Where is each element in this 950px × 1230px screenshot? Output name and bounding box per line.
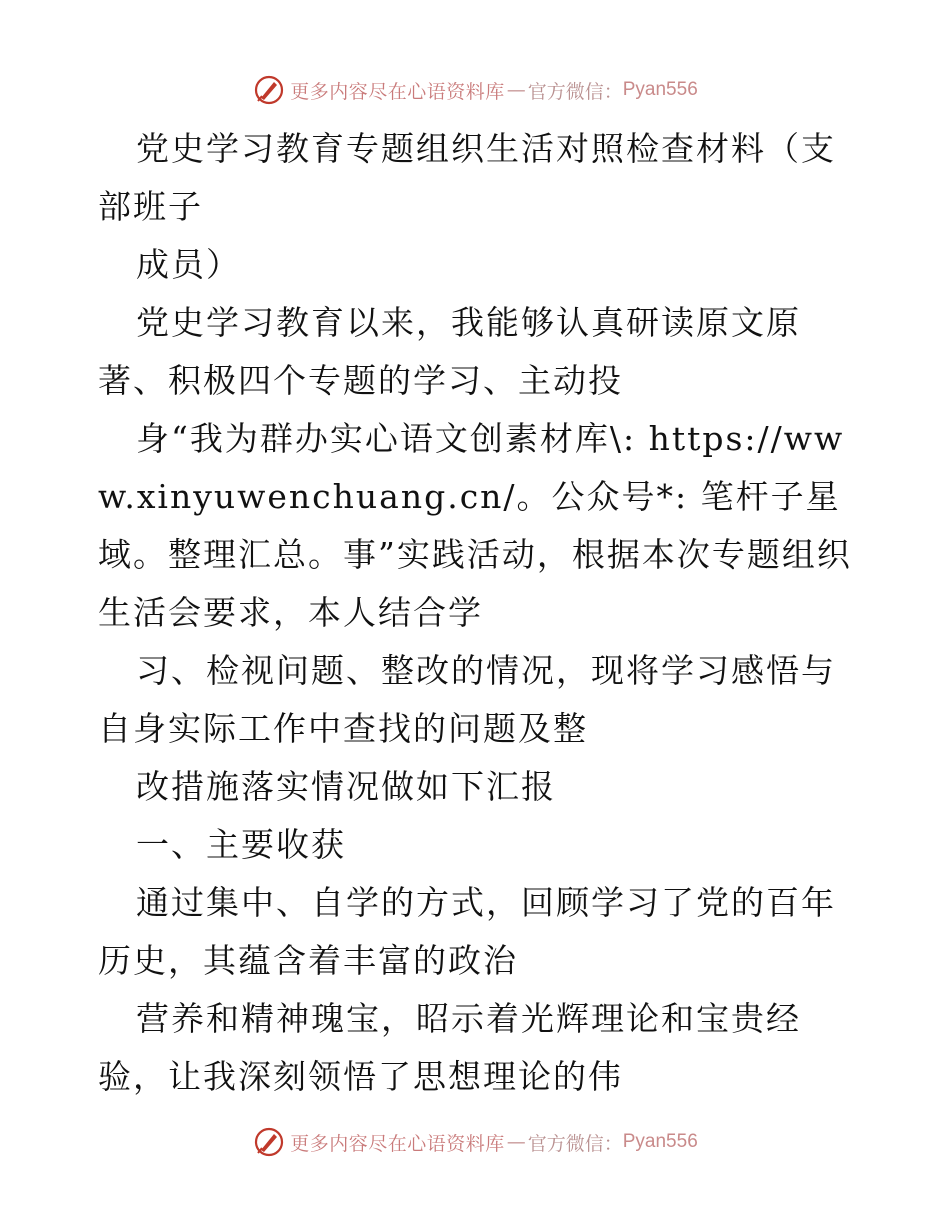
paragraph-review: 习、检视问题、整改的情况，现将学习感悟与自身实际工作中查找的问题及整 — [98, 651, 836, 748]
watermark-wechat-label: 官方微信： — [527, 80, 623, 103]
watermark-wechat-id: Pyan556 — [622, 1131, 698, 1152]
section-heading-gains: 一、主要收获 — [136, 825, 346, 864]
watermark-main-text: 更多内容尽在心语资料库 — [290, 80, 505, 103]
footer-watermark — [0, 1122, 950, 1162]
paragraph-report: 改措施落实情况做如下汇报 — [136, 767, 556, 806]
document-title: 党史学习教育专题组织生活对照检查材料（支部班子 — [98, 129, 836, 226]
document-body — [98, 120, 858, 1106]
document-title-continued: 成员） — [136, 245, 241, 284]
watermark-wechat-label: 官方微信： — [527, 1132, 623, 1155]
paragraph-insight: 营养和精神瑰宝，昭示着光辉理论和宝贵经验，让我深刻领悟了思想理论的伟 — [98, 999, 801, 1096]
paragraph-intro: 党史学习教育以来，我能够认真研读原文原著、积极四个专题的学习、主动投 — [98, 303, 801, 400]
watermark-dash: — — [506, 79, 526, 101]
watermark-dash: — — [506, 1131, 526, 1153]
watermark-wechat-id: Pyan556 — [622, 79, 698, 100]
quill-logo-icon — [252, 1125, 286, 1159]
paragraph-study: 通过集中、自学的方式，回顾学习了党的百年历史，其蕴含着丰富的政治 — [98, 883, 836, 980]
quill-logo-icon — [252, 73, 286, 107]
watermark-main-text: 更多内容尽在心语资料库 — [290, 1132, 505, 1155]
paragraph-practice: 身“我为群办实心语文创素材库\: https://www.xinyuwenchuang.cn/。公众号*: 笔杆子星域。整理汇总。事”实践活动，根据本次专题组织生活会要求，本人结合学 — [98, 419, 852, 632]
header-watermark — [0, 70, 950, 110]
